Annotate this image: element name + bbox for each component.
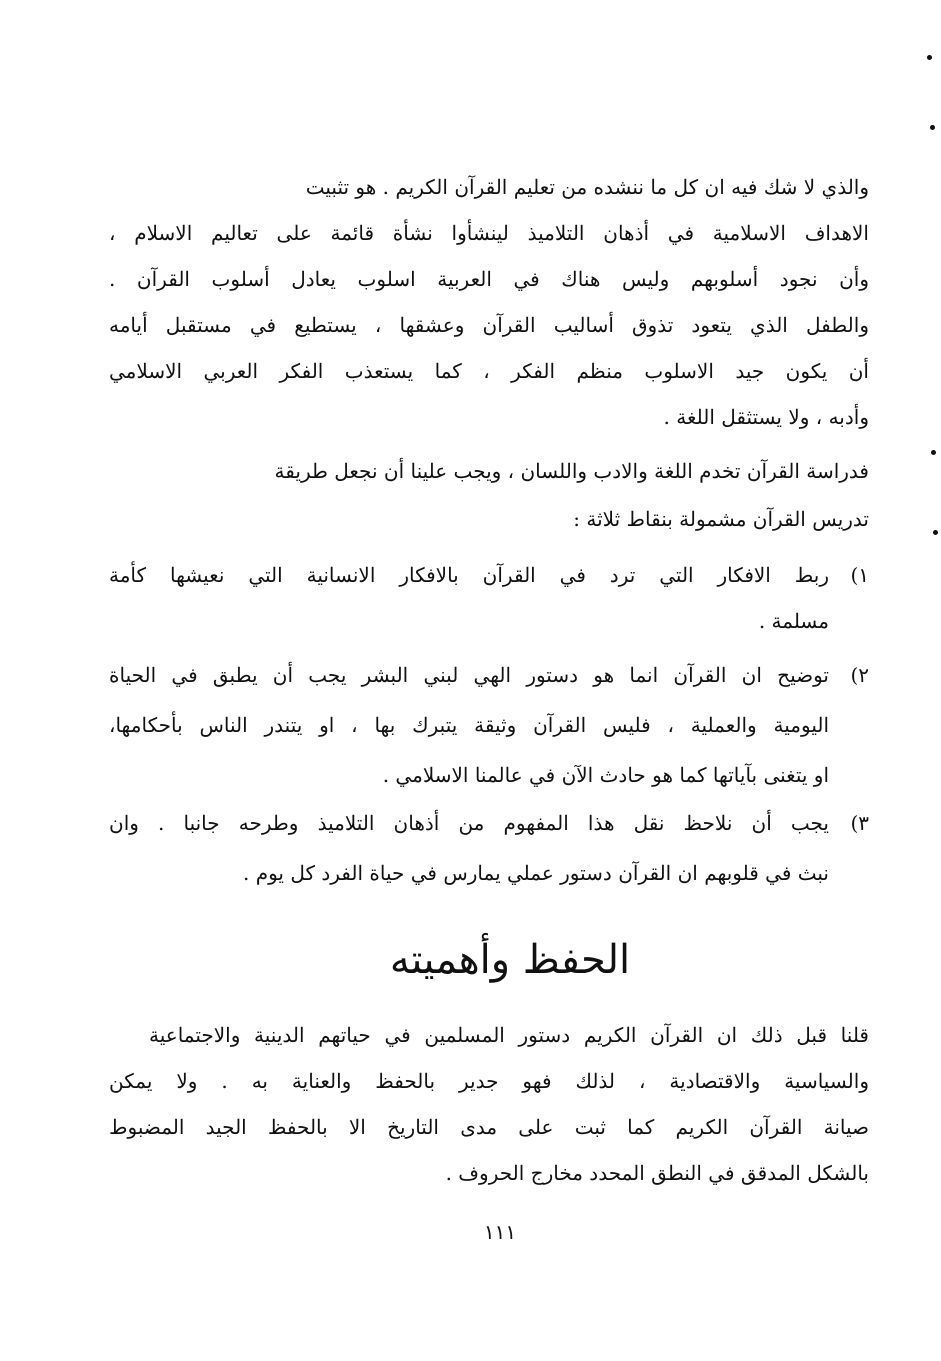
margin-mark bbox=[930, 125, 935, 130]
list-number: ٣) bbox=[850, 811, 869, 835]
text-line: وأدبه ، ولا يستثقل اللغة . bbox=[663, 405, 869, 429]
text-line: أن يكون جيد الاسلوب منظم الفكر ، كما يستعذب الفكر العربي الاسلامي bbox=[109, 359, 869, 383]
list-number: ١) bbox=[850, 563, 869, 587]
margin-mark bbox=[931, 450, 936, 455]
text-line: وأن نجود أسلوبهم وليس هناك في العربية اسلوب يعادل أسلوب القرآن . bbox=[109, 267, 869, 291]
text-line: او يتغنى بآياتها كما هو حادث الآن في عالمنا الاسلامي . bbox=[382, 763, 829, 787]
text-line: والسياسية والاقتصادية ، لذلك فهو جدير بالحفظ والعناية به . ولا يمكن bbox=[109, 1069, 869, 1093]
section-heading: الحفظ وأهميته bbox=[389, 937, 631, 983]
text-line: والطفل الذي يتعود تذوق أساليب القرآن وعشقها ، يستطيع في مستقبل أيامه bbox=[109, 313, 869, 337]
text-line: بالشكل المدقق في النطق المحدد مخارج الحروف . bbox=[445, 1161, 869, 1185]
page-number: ١١١ bbox=[483, 1220, 517, 1244]
list-number: ٢) bbox=[850, 663, 869, 687]
text-line: صيانة القرآن الكريم كما ثبت على مدى التاريخ الا بالحفظ الجيد المضبوط bbox=[109, 1115, 869, 1139]
text-line: تدريس القرآن مشمولة بنقاط ثلاثة : bbox=[573, 507, 869, 531]
text-line: والذي لا شك فيه ان كل ما ننشده من تعليم القرآن الكريم . هو تثبيت bbox=[305, 175, 869, 199]
text-line: توضيح ان القرآن انما هو دستور الهي لبني البشر يجب أن يطبق في الحياة bbox=[109, 663, 829, 687]
text-line: ربط الافكار التي ترد في القرآن بالافكار الانسانية التي نعيشها كأمة bbox=[109, 563, 829, 587]
margin-mark bbox=[933, 530, 938, 535]
text-line: نبث في قلوبهم ان القرآن دستور عملي يمارس في حياة الفرد كل يوم . bbox=[242, 861, 829, 885]
margin-mark bbox=[927, 55, 932, 60]
text-line: الاهداف الاسلامية في أذهان التلاميذ لينشأوا نشأة قائمة على تعاليم الاسلام ، bbox=[109, 221, 869, 245]
text-line: اليومية والعملية ، فليس القرآن وثيقة يتبرك بها ، او يتندر الناس بأحكامها، bbox=[109, 713, 829, 737]
text-line: يجب أن نلاحظ نقل هذا المفهوم من أذهان التلاميذ وطرحه جانبا . وان bbox=[109, 811, 829, 835]
text-line: فدراسة القرآن تخدم اللغة والادب واللسان ، ويجب علينا أن نجعل طريقة bbox=[274, 459, 869, 483]
text-line: قلنا قبل ذلك ان القرآن الكريم دستور المسلمين في حياتهم الدينية والاجتماعية bbox=[149, 1023, 869, 1047]
text-line: مسلمة . bbox=[758, 609, 829, 633]
